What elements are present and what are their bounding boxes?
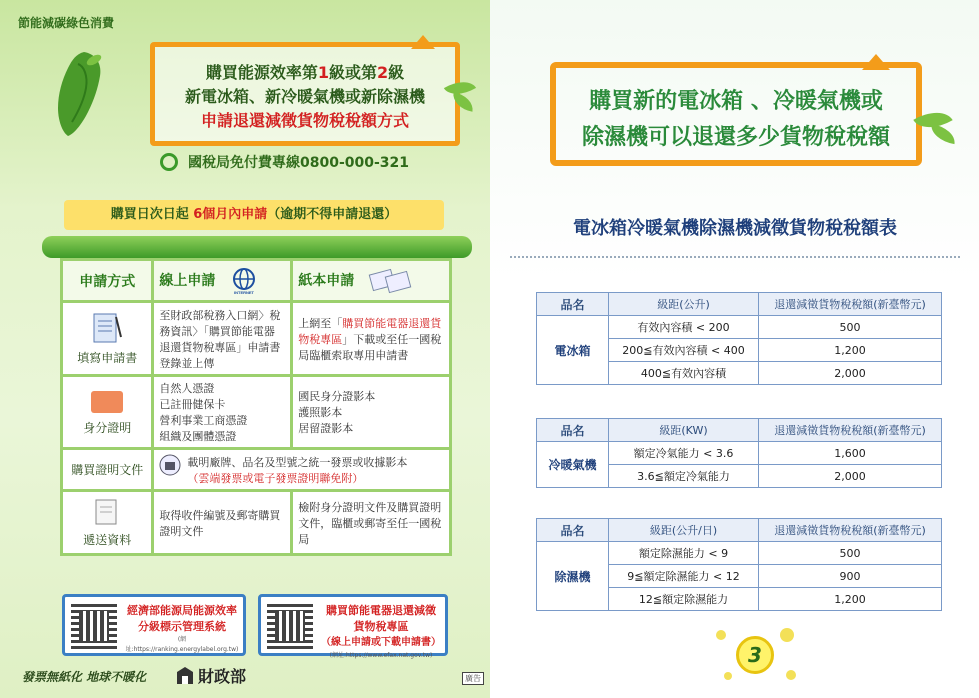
arrow-notch-icon bbox=[411, 35, 435, 49]
green-divider-bar bbox=[42, 236, 472, 258]
name-header: 品名 bbox=[537, 519, 609, 542]
arrow-notch-icon bbox=[862, 54, 890, 70]
table-row: 12≦額定除濕能力 1,200 bbox=[537, 588, 942, 611]
online-fill-form: 至財政部稅務入口網〉稅務資訊〉「購買節能電器退還貨物稅專區」申請書登錄並上傳 bbox=[153, 302, 292, 376]
deadline-notice: 購買日次日起 6個月內申請（逾期不得申請退還） bbox=[64, 200, 444, 230]
table-row: 3.6≦額定冷氣能力 2,000 bbox=[537, 465, 942, 488]
fridge-table bbox=[536, 292, 942, 385]
range-header: 級距(KW) bbox=[609, 419, 759, 442]
right-panel bbox=[490, 0, 979, 698]
row-label-submit: 遞送資料 bbox=[83, 533, 132, 547]
row-fill-form bbox=[62, 302, 451, 376]
range-header: 級距(公升/日) bbox=[609, 519, 759, 542]
internet-label: INTERNET bbox=[234, 289, 255, 295]
title-frame bbox=[150, 42, 460, 146]
online-identity: 自然人憑證 已註冊健保卡 營利事業工商憑證 組織及團體憑證 bbox=[153, 376, 292, 449]
range-header: 級距(公升) bbox=[609, 293, 759, 316]
table-row: 除濕機 額定除濕能力 < 9 500 bbox=[537, 542, 942, 565]
tax-table-title: 電冰箱冷暖氣機除濕機減徵貨物稅稅額表 bbox=[510, 214, 960, 258]
header-online: 線上申請 INTERNET bbox=[153, 260, 292, 302]
hotline: 國稅局免付費專線0800-000-321 bbox=[160, 152, 409, 172]
leaf-icon bbox=[929, 124, 957, 144]
paper-identity: 國民身分證影本 護照影本 居留證影本 bbox=[292, 376, 451, 449]
qr-tax-refund[interactable] bbox=[258, 594, 448, 659]
row-identity bbox=[62, 376, 451, 449]
taiwan-map-icon bbox=[44, 50, 114, 138]
header-method: 申請方式 bbox=[62, 260, 153, 302]
amount-header: 退還減徵貨物稅稅額(新臺幣元) bbox=[759, 293, 942, 316]
right-title: 購買新的電冰箱 、冷暖氣機或 除濕機可以退還多少貨物稅稅額 bbox=[581, 89, 890, 150]
qr-energy-label[interactable] bbox=[62, 594, 246, 656]
ministry-emblem-icon bbox=[176, 666, 194, 686]
qr-energy-url: (網址:https://ranking.energylabel.org.tw) bbox=[125, 636, 239, 653]
decor-dot bbox=[786, 670, 796, 680]
title-line-2: 新電冰箱、新冷暖氣機或新除濕機 bbox=[184, 87, 425, 106]
title-line-3: 申請退還減徵貨物稅稅額方式 bbox=[200, 111, 409, 130]
qr-code-icon bbox=[71, 603, 117, 649]
amount-header: 退還減徵貨物稅稅額(新臺幣元) bbox=[759, 419, 942, 442]
decor-dot bbox=[724, 672, 732, 680]
globe-icon bbox=[230, 267, 258, 295]
phone-icon bbox=[160, 153, 178, 171]
product-name: 電冰箱 bbox=[537, 316, 609, 385]
receipt-building-icon bbox=[159, 454, 181, 476]
online-submit: 取得收件編號及郵寄購買證明文件 bbox=[153, 491, 292, 555]
application-method-table bbox=[60, 258, 452, 556]
envelope-icon bbox=[92, 497, 122, 527]
qr-refund-text: 購買節能電器退還減徵貨物稅專區 bbox=[326, 604, 436, 633]
qr-refund-url: (網址:https://www.efax.nat.gov.tw) bbox=[329, 652, 433, 659]
table-header-row bbox=[62, 260, 451, 302]
paper-forms-icon bbox=[367, 266, 415, 296]
dehumidifier-table bbox=[536, 518, 942, 611]
main-title bbox=[155, 61, 455, 133]
decor-dot bbox=[780, 628, 794, 642]
ad-badge: 廣告 bbox=[462, 672, 484, 685]
footer-slogan: 發票無紙化 地球不暖化 bbox=[22, 670, 147, 684]
name-header: 品名 bbox=[537, 419, 609, 442]
decor-dot bbox=[716, 630, 726, 640]
page-number: 3 bbox=[736, 636, 774, 674]
merged-purchase-proof: 載明廠牌、品名及型號之統一發票或收據影本 （雲端發票或電子發票證明聯免附） bbox=[153, 449, 451, 491]
qr-energy-text: 經濟部能源局能源效率分級標示管理系統 bbox=[127, 604, 237, 633]
row-label-purchase-proof: 購買證明文件 bbox=[71, 463, 144, 477]
ministry-name: 財政部 bbox=[198, 667, 247, 686]
paper-fill-form: 上網至「購買節能電器退還貨物稅專區」下載或至任一國稅局臨櫃索取專用申請書 bbox=[292, 302, 451, 376]
aircon-table bbox=[536, 418, 942, 488]
id-card-icon bbox=[89, 389, 125, 415]
product-name: 冷暖氣機 bbox=[537, 442, 609, 488]
right-title-frame bbox=[550, 62, 922, 166]
campaign-tag: 節能減碳綠色消費 bbox=[18, 16, 115, 30]
title-line-1: 購買能源效率第1級或第2級 bbox=[205, 63, 405, 82]
table-row: 9≦額定除濕能力 < 12 900 bbox=[537, 565, 942, 588]
header-paper: 紙本申請 bbox=[292, 260, 451, 302]
form-document-icon bbox=[90, 311, 124, 345]
qr-code-icon bbox=[267, 603, 313, 649]
table-row: 200≦有效內容積 < 400 1,200 bbox=[537, 339, 942, 362]
row-label-identity: 身分證明 bbox=[83, 420, 132, 435]
row-submit bbox=[62, 491, 451, 555]
name-header: 品名 bbox=[537, 293, 609, 316]
table-row: 冷暖氣機 額定冷氣能力 < 3.6 1,600 bbox=[537, 442, 942, 465]
amount-header: 退還減徵貨物稅稅額(新臺幣元) bbox=[759, 519, 942, 542]
table-row: 400≦有效內容積 2,000 bbox=[537, 362, 942, 385]
paper-submit: 檢附身分證明文件及購買證明文件，臨櫃或郵寄至任一國稅局 bbox=[292, 491, 451, 555]
row-purchase-proof bbox=[62, 449, 451, 491]
table-row: 電冰箱 有效內容積 < 200 500 bbox=[537, 316, 942, 339]
row-label-fill-form: 填寫申請書 bbox=[77, 351, 138, 365]
product-name: 除濕機 bbox=[537, 542, 609, 611]
qr-refund-text2: （線上申請或下載申請書） bbox=[321, 637, 441, 648]
